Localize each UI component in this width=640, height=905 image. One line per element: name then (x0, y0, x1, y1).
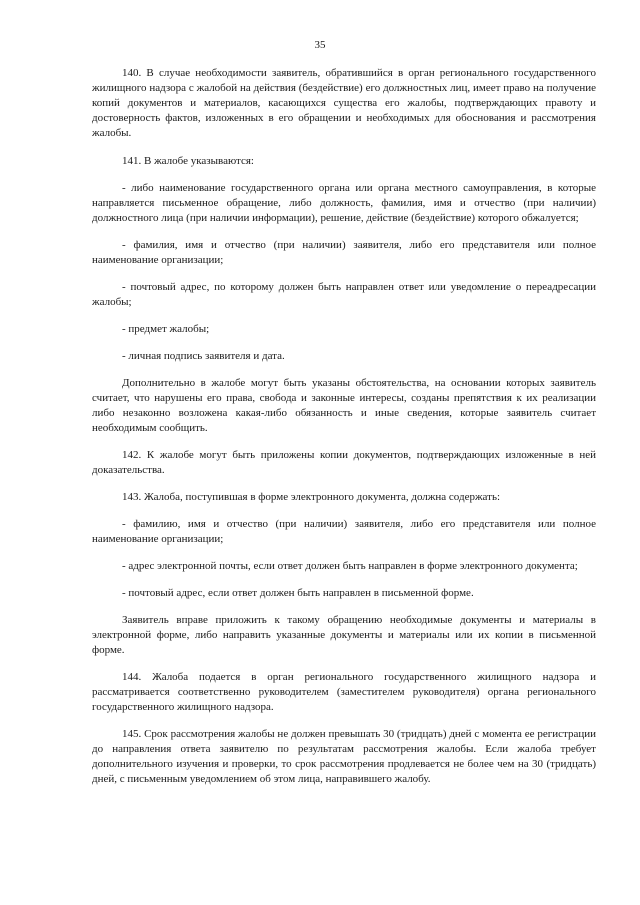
document-body (92, 66, 596, 799)
paragraph-additional-info: Дополнительно в жалобе могут быть указаны обстоятельства, на основании которых заявитель считает, что нарушены его права, свобода и законные интересы, созданы препятствия к их реализации либо незаконно возложена какая-либо обязанность и иные сведения, которые заявитель считает необходимым сообщить. (92, 377, 596, 434)
list-item-e-applicant-name: - фамилию, имя и отчество (при наличии) заявителя, либо его представителя или полное наименование организации; (92, 518, 596, 545)
paragraph-attachments: Заявитель вправе приложить к такому обращению необходимые документы и материалы в электронной форме, либо направить указанные документы и материалы или их копии в письменной форме. (92, 614, 596, 656)
list-item-authority-name: - либо наименование государственного органа или органа местного самоуправления, в которые направляется письменное обращение, либо должность, фамилия, имя и отчество (при наличии) должностного лица (при наличии информации), решение, действие (бездействие) которого обжалуется; (92, 182, 596, 224)
list-item-applicant-name: - фамилия, имя и отчество (при наличии) заявителя, либо его представителя или полное наименование организации; (92, 239, 596, 266)
paragraph-145: 145. Срок рассмотрения жалобы не должен превышать 30 (тридцать) дней с момента ее регистрации до направления ответа заявителю по результатам рассмотрения жалобы. Если жалоба требует дополнительного изучения и проверки, то срок рассмотрения продлевается не более чем на 30 (тридцать) дней, с письменным уведомлением об этом лица, направившего жалобу. (92, 728, 596, 785)
list-item-e-postal-address: - почтовый адрес, если ответ должен быть направлен в письменной форме. (122, 587, 474, 599)
paragraph-140: 140. В случае необходимости заявитель, обратившийся в орган регионального государственного жилищного надзора с жалобой на действия (бездействие) его должностных лиц, имеет право на получение копий документов и материалов, касающихся существа его жалобы, подтверждающих правоту и достоверность фактов, изложенных в его обращении и необходимых для обоснования и рассмотрения жалобы. (92, 67, 596, 139)
paragraph-141-heading: 141. В жалобе указываются: (122, 155, 254, 167)
paragraph-143-heading: 143. Жалоба, поступившая в форме электронного документа, должна содержать: (122, 491, 501, 503)
page-number: 35 (314, 39, 326, 51)
list-item-subject: - предмет жалобы; (122, 323, 210, 335)
paragraph-142: 142. К жалобе могут быть приложены копии документов, подтверждающих изложенные в ней доказательства. (92, 449, 596, 476)
paragraph-144: 144. Жалоба подается в орган регионального государственного жилищного надзора и рассматривается соответственно руководителем (заместителем руководителя) органа регионального государственного жилищного надзора. (92, 671, 596, 713)
list-item-signature: - личная подпись заявителя и дата. (122, 350, 285, 362)
list-item-postal-address: - почтовый адрес, по которому должен быть направлен ответ или уведомление о переадресации жалобы; (92, 281, 596, 308)
list-item-email-address: - адрес электронной почты, если ответ должен быть направлен в форме электронного документа; (122, 560, 578, 572)
